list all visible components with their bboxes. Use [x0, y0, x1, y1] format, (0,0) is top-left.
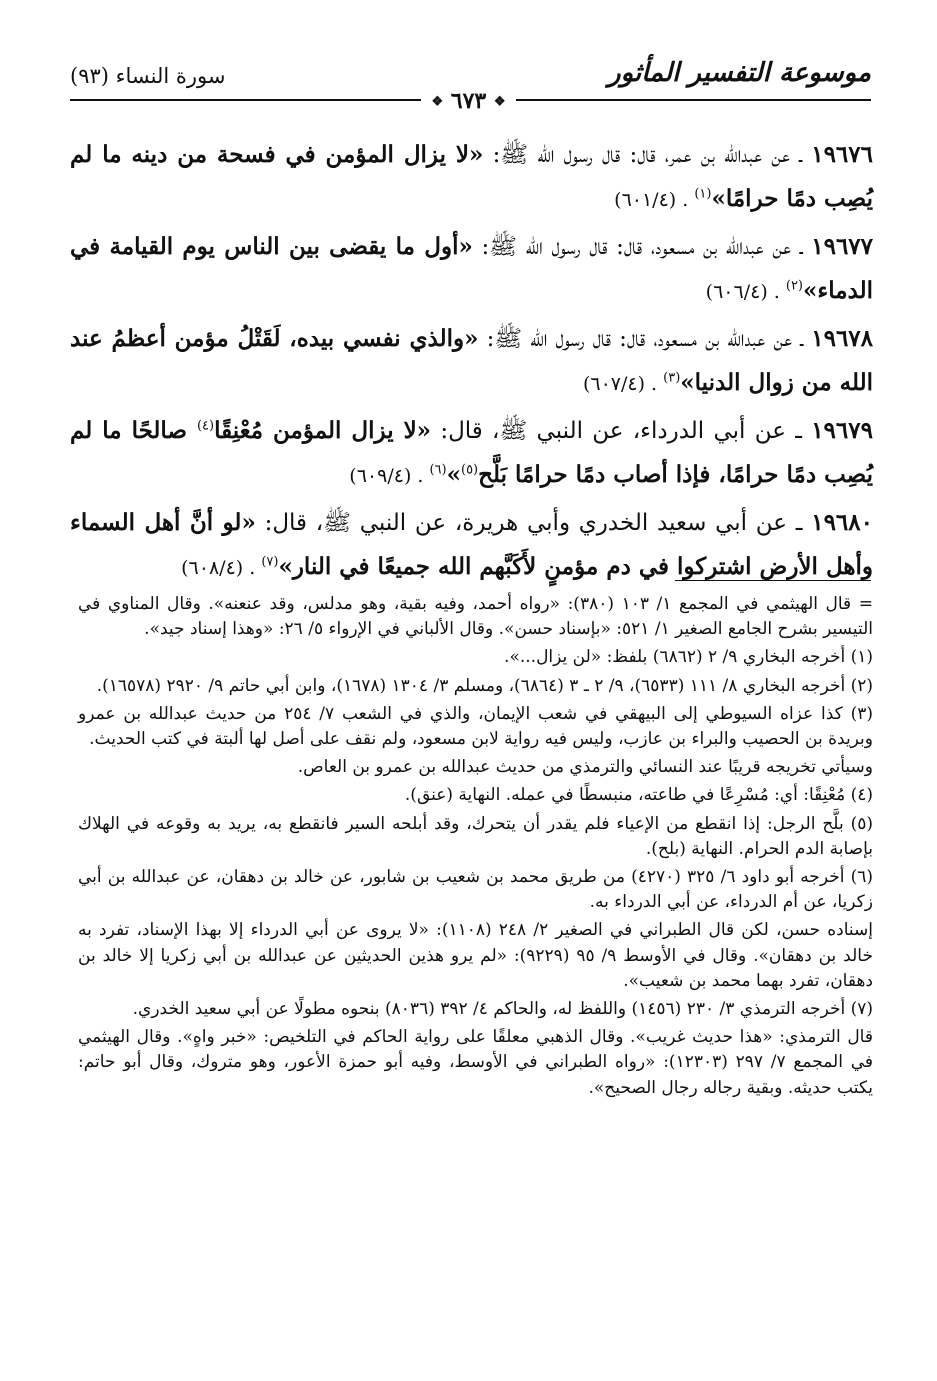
hadith-matn: »: [446, 461, 461, 488]
hadith-reference: . (٦٠٦/٤): [705, 281, 786, 303]
hadith-number: ١٩٦٧٦: [811, 141, 873, 168]
footnote-separator: [675, 580, 871, 581]
hadith-entry: [70, 225, 873, 314]
hadith-entry: [70, 501, 873, 590]
footnote: (٤) مُعْنِقًا: أي: مُسْرِعًا في طاعته، منبسطًا في عمله. النهاية (عنق).: [404, 785, 873, 806]
footnote-continuation: = قال الهيثمي في المجمع ١/ ١٠٣ (٣٨٠): «رواه أحمد، وفيه بقية، وهو مدلس، وقد عنعنه». وقال المناوي في التيسير بشرح الجامع الصغير ١/ ٥٢١: «بإسناد حسن». وقال الألباني في الإرواء ٥/ ٢٦: «وهذا إسناد جيد».: [78, 594, 873, 640]
hadith-entry: [70, 133, 873, 222]
footnote-marker: (٧): [261, 554, 279, 570]
hadith-intro: ـ عن أبي سعيد الخدري وأبي هريرة، عن النبي ﷺ، قال:: [255, 510, 812, 536]
footnote: إسناده حسن، لكن قال الطبراني في الصغير ٢/ ٢٤٨ (١١٠٨): «لا يروى عن أبي الدرداء إلا بهذا الإسناد، تفرد به خالد بن دهقان». وقال في الأوسط ٩/ ٩٥ (٩٢٢٩): «لم يرو هذين الحديثين عن عبدالله بن أبي زكريا إلا خالد بن دهقان، تفرد بهما محمد بن شعيب».: [78, 920, 873, 991]
page-number-box: [0, 88, 937, 114]
footnote: (١) أخرجه البخاري ٩/ ٢ (٦٨٦٢) بلفظ: «لن يزال...».: [504, 647, 873, 668]
book-title: موسوعة التفسير المأثور: [608, 58, 871, 88]
footnote: (٥) بلَّح الرجل: إذا انقطع من الإعياء فلم يقدر أن يتحرك، وقد أبلحه السير فانقطع به، يريد به وقوعه في الهلاك بإصابة الدم الحرام. النهاية (بلح).: [78, 813, 873, 859]
footnote: (٣) كذا عزاه السيوطي إلى البيهقي في شعب الإيمان، والذي في الشعب ٧/ ٢٥٤ من حديث عبدالله بن عمرو وبريدة بن الحصيب والبراء بن عازب، وليس فيه رواية لابن مسعود، ولم نقف على أصل لها ألبتة في كتب الحديث.: [78, 703, 873, 750]
footnote: (٢) أخرجه البخاري ٨/ ١١١ (٦٥٣٣)، ٩/ ٢ ـ ٣ (٦٨٦٤)، ومسلم ٣/ ١٣٠٤ (١٦٧٨)، وابن أبي حاتم ٩/ ٢٩٢٠ (١٦٥٧٨).: [96, 675, 873, 696]
hadith-matn: «لو أنَّ أهل السماء وأهل الأرض اشتركوا في دم مؤمنٍ لأَكَبَّهم الله جميعًا في النار»: [70, 509, 873, 580]
page-number: ٦٧٣: [450, 88, 487, 114]
ornament-left-icon: ❖: [493, 94, 506, 110]
surah-label: سورة النساء (٩٣): [70, 64, 226, 88]
hadith-intro: ـ عن عبدالله بن مسعود، قال: قال رسول الله ﷺ:: [478, 326, 812, 352]
footnote: (٦) أخرجه أبو داود ٦/ ٣٢٥ (٤٢٧٠) من طريق محمد بن شعيب بن شابور، عن خالد بن دهقان، عن عبدالله بن أبي زكريا، عن أم الدرداء، عن أبي الدرداء به.: [78, 867, 873, 913]
hadith-matn: «أول ما يقضى بين الناس يوم القيامة في الدماء»: [70, 233, 873, 304]
hadith-intro: ـ عن عبدالله بن مسعود، قال: قال رسول الله ﷺ:: [472, 234, 812, 260]
hadith-reference: . (٦٠١/٤): [614, 189, 695, 211]
footnote-marker: (٢): [785, 278, 803, 294]
hadith-number: ١٩٦٧٨: [811, 325, 874, 352]
hadith-matn: صالحًا ما لم يُصِب دمًا حرامًا، فإذا أصاب دمًا حرامًا بَلَّح: [70, 417, 873, 488]
footnote: قال الترمذي: «هذا حديث غريب». وقال الذهبي معلقًا على رواية الحاكم في التلخيص: «خبر واهٍ». وقال الهيثمي في المجمع ٧/ ٢٩٧ (١٢٣٠٣): «رواه الطبراني في الأوسط، وفيه أبو حمزة الأعور، وهو متروك، وقال أبو حاتم: يكتب حديثه. وبقية رجاله رجال الصحيح».: [78, 1027, 873, 1098]
hadith-reference: . (٦٠٨/٤): [181, 557, 262, 579]
hadith-entry: [70, 317, 873, 406]
hadith-reference: . (٦٠٩/٤): [349, 465, 430, 487]
hadith-intro: ـ عن عبدالله بن عمر، قال: قال رسول الله ﷺ:: [483, 142, 812, 168]
hadith-number: ١٩٦٨٠: [811, 509, 873, 536]
footnote-marker: (٤): [196, 418, 215, 434]
hadith-number: ١٩٦٧٩: [811, 417, 873, 444]
hadith-list: [70, 133, 873, 593]
footnote-marker: (٦): [429, 462, 447, 478]
footnotes: [78, 592, 873, 1104]
hadith-entry: [70, 409, 873, 498]
footnote: (٧) أخرجه الترمذي ٣/ ٢٣٠ (١٤٥٦) واللفظ له، والحاكم ٤/ ٣٩٢ (٨٠٣٦) بنحوه مطولًا عن أبي سعيد الخدري.: [132, 999, 873, 1020]
footnote: وسيأتي تخريجه قريبًا عند النسائي والترمذي من حديث عبدالله بن عمرو بن العاص.: [297, 757, 873, 778]
ornament-right-icon: ❖: [431, 94, 444, 110]
hadith-matn: «والذي نفسي بيده، لَقَتْلُ مؤمن أعظمُ عند الله من زوال الدنيا»: [70, 325, 873, 396]
footnote-marker: (٥): [460, 462, 479, 478]
hadith-matn: «لا يزال المؤمن مُعْنِقًا: [214, 417, 432, 444]
hadith-reference: . (٦٠٧/٤): [582, 373, 664, 395]
hadith-intro: ـ عن أبي الدرداء، عن النبي ﷺ، قال:: [431, 418, 812, 444]
hadith-number: ١٩٦٧٧: [811, 233, 874, 260]
footnote-marker: (١): [694, 186, 712, 202]
footnote-marker: (٣): [663, 370, 681, 386]
hadith-matn: «لا يزال المؤمن في فسحة من دينه ما لم يُصِب دمًا حرامًا»: [70, 141, 873, 212]
